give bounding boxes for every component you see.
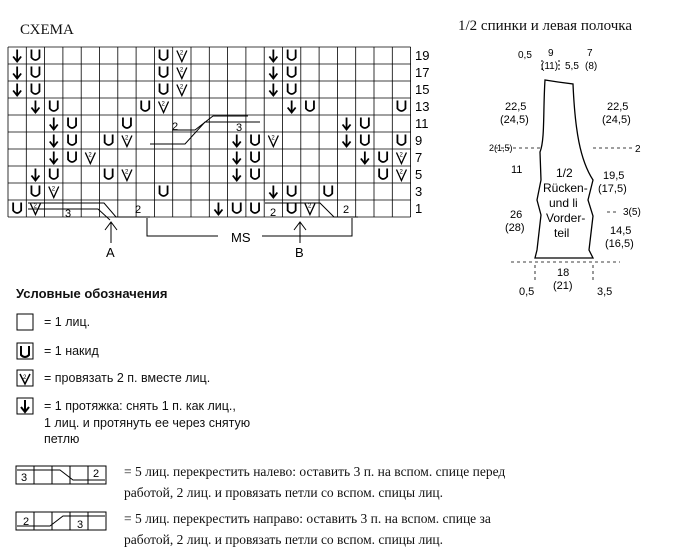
decrease-symbol — [13, 84, 21, 96]
svg-text:3: 3 — [77, 519, 84, 531]
garment-schematic — [485, 40, 665, 302]
dim-left-upper-0: 22,5 — [505, 101, 527, 113]
svg-text:2: 2 — [307, 203, 312, 210]
k2tog-symbol — [85, 153, 95, 164]
dim-bottom-0: 0,5 — [519, 286, 535, 298]
yo-symbol — [160, 50, 168, 61]
yo-symbol — [324, 186, 332, 197]
yo-symbol — [123, 118, 131, 129]
dim-right-side-1: (17,5) — [598, 183, 627, 195]
k2tog-symbol — [122, 136, 132, 147]
decrease-symbol — [214, 203, 222, 215]
row-number: 1 — [415, 201, 423, 216]
row-number: 3 — [415, 184, 423, 199]
legend-icons — [16, 312, 36, 424]
yo-symbol — [251, 203, 259, 214]
marker-ms: MS — [231, 230, 251, 245]
dim-top-0: 0,5 — [518, 50, 532, 61]
svg-text:2: 2 — [179, 84, 184, 91]
yo-symbol — [160, 67, 168, 78]
svg-text:3: 3 — [21, 472, 28, 484]
legend-decrease-3: петлю — [44, 432, 80, 446]
yo-symbol — [68, 152, 76, 163]
cross-label-2c: 2 — [270, 207, 277, 219]
yo-symbol — [50, 101, 58, 112]
k2tog-symbol — [268, 136, 278, 147]
row-number: 13 — [415, 99, 430, 114]
decrease-symbol — [361, 152, 369, 164]
k2tog-symbol — [177, 51, 187, 62]
yo-symbol — [306, 101, 314, 112]
decrease-symbol — [13, 67, 21, 79]
legend-decrease: = 1 протяжка: снять 1 п. как лиц., — [44, 399, 236, 413]
svg-text:2: 2 — [161, 101, 165, 108]
yo-symbol — [397, 135, 405, 146]
legend-cross-icons — [15, 462, 110, 547]
svg-text:2: 2 — [33, 203, 37, 210]
decrease-symbol — [233, 169, 241, 181]
yo-symbol — [31, 67, 39, 78]
dim-right-three: 3(5) — [623, 207, 641, 218]
yo-symbol — [251, 169, 259, 180]
dim-bottom-3: 3,5 — [597, 286, 613, 298]
decrease-symbol — [50, 152, 58, 164]
legend-cross-left-2: работой, 2 лиц. и провязать петли со вспом. спицы лиц. — [124, 485, 444, 500]
dim-left-mid: 2(1,5) — [489, 143, 513, 153]
legend-cross-right-2: работой, 2 лиц. и провязать петли со вспом. спицы лиц. — [124, 532, 444, 547]
dim-right-mid: 2 — [635, 144, 641, 155]
yo-symbol — [68, 135, 76, 146]
row-number: 17 — [415, 65, 430, 80]
k2tog-symbol — [177, 68, 187, 79]
yo-symbol — [50, 169, 58, 180]
legend-heading: Условные обозначения — [16, 286, 168, 301]
yo-symbol — [105, 135, 113, 146]
yo-symbol — [105, 169, 113, 180]
svg-text:2: 2 — [23, 516, 30, 528]
svg-text:2: 2 — [179, 67, 184, 74]
row-number: 9 — [415, 133, 423, 148]
svg-text:2: 2 — [399, 169, 403, 176]
row-number: 11 — [415, 116, 429, 131]
svg-text:2: 2 — [399, 152, 403, 159]
dim-top-4: 7 — [587, 48, 593, 59]
row-number: 19 — [415, 48, 430, 63]
yo-symbol — [288, 186, 296, 197]
dim-left-lower-0: 26 — [510, 209, 523, 221]
dim-bottom-2: (21) — [553, 280, 573, 292]
svg-text:2: 2 — [93, 468, 100, 480]
decrease-symbol — [269, 84, 277, 96]
yo-symbol — [397, 101, 405, 112]
cross-label-2b: 2 — [172, 121, 179, 133]
yo-symbol — [68, 118, 76, 129]
dim-right-lower-1: (16,5) — [605, 238, 634, 250]
cross-label-3: 3 — [65, 208, 72, 220]
cross-label-3b: 3 — [236, 122, 243, 134]
dim-right-upper-0: 22,5 — [607, 101, 629, 113]
decrease-symbol — [50, 118, 58, 130]
cross-right-icon — [16, 512, 106, 530]
decrease-symbol — [343, 118, 351, 130]
yo-icon — [17, 343, 33, 359]
svg-text:2: 2 — [179, 50, 184, 57]
yo-symbol — [361, 118, 369, 129]
dim-right-upper-1: (24,5) — [602, 114, 631, 126]
k2tog-symbol — [305, 204, 315, 215]
yo-symbol — [379, 152, 387, 163]
decrease-symbol — [269, 67, 277, 79]
k2tog-symbol — [396, 153, 406, 164]
svg-text:2: 2 — [51, 186, 56, 193]
yo-symbol — [288, 50, 296, 61]
dim-top-1: 9 — [548, 48, 554, 59]
row-numbers — [415, 48, 429, 216]
yo-symbol — [288, 203, 296, 214]
dim-left-eleven: 11 — [511, 164, 523, 176]
dim-right-lower-0: 14,5 — [610, 225, 632, 237]
decrease-symbol — [31, 169, 39, 181]
cross-label-2: 2 — [135, 204, 142, 216]
k2tog-symbol — [396, 170, 406, 181]
k2tog-symbol — [122, 170, 132, 181]
decrease-symbol — [31, 101, 39, 113]
decrease-symbol — [233, 152, 241, 164]
yo-symbol — [288, 84, 296, 95]
yo-symbol — [288, 67, 296, 78]
chart-grid — [8, 47, 411, 217]
svg-text:teil: teil — [554, 226, 570, 240]
decrease-symbol — [288, 101, 296, 113]
k2tog-icon — [17, 370, 33, 386]
svg-text:2: 2 — [23, 375, 27, 381]
legend-cross-right-1: = 5 лиц. перекрестить направо: оставить 3 п. на вспом. спице за — [124, 511, 491, 526]
svg-text:2: 2 — [124, 169, 129, 176]
yo-symbol — [361, 135, 369, 146]
legend-cross-left-1: = 5 лиц. перекрестить налево: оставить 3 п. на вспом. спице перед — [124, 464, 506, 479]
svg-text:Vorder-: Vorder- — [546, 211, 586, 225]
decrease-symbol — [269, 186, 277, 198]
svg-text:2: 2 — [124, 135, 129, 142]
k2tog-symbol — [159, 102, 169, 113]
svg-text:Rücken-: Rücken- — [543, 181, 588, 195]
decrease-symbol — [13, 50, 21, 62]
k2tog-symbol — [49, 187, 59, 198]
yo-symbol — [31, 84, 39, 95]
yo-symbol — [233, 203, 241, 214]
cross-label-2d: 2 — [343, 204, 350, 216]
yo-symbol — [251, 152, 259, 163]
yo-symbol — [31, 50, 39, 61]
schematic-inner-label — [543, 166, 588, 240]
svg-text:2: 2 — [88, 152, 92, 159]
dim-right-side-0: 19,5 — [603, 170, 625, 182]
dim-left-upper-1: (24,5) — [500, 114, 529, 126]
svg-text:und li: und li — [549, 196, 578, 210]
dim-left-lower-1: (28) — [505, 222, 525, 234]
dim-bottom-1: 18 — [557, 267, 570, 279]
legend-decrease-2: 1 лиц. и протянуть ее через снятую — [44, 416, 251, 430]
marker-lines — [105, 218, 352, 243]
row-number: 7 — [415, 150, 423, 165]
legend-knit: = 1 лиц. — [44, 315, 91, 329]
knitting-chart — [0, 0, 440, 270]
decrease-icon — [17, 398, 33, 414]
dim-top-2: (11) — [541, 61, 559, 72]
decrease-symbol — [269, 50, 277, 62]
yo-symbol — [379, 169, 387, 180]
row-number: 5 — [415, 167, 423, 182]
yo-symbol — [251, 135, 259, 146]
yo-symbol — [160, 84, 168, 95]
marker-a: A — [106, 245, 115, 260]
row-number: 15 — [415, 82, 430, 97]
decrease-symbol — [343, 135, 351, 147]
svg-text:1/2: 1/2 — [556, 166, 573, 180]
decrease-symbol — [50, 135, 58, 147]
yo-symbol — [141, 101, 149, 112]
k2tog-symbol — [177, 85, 187, 96]
legend-yo: = 1 накид — [44, 344, 99, 358]
schematic-title: 1/2 спинки и левая полочка — [458, 18, 633, 34]
marker-b: B — [295, 245, 304, 260]
yo-symbol — [31, 186, 39, 197]
yo-symbol — [160, 186, 168, 197]
yo-symbol — [13, 203, 21, 214]
dim-top-3: 5,5 — [565, 61, 579, 72]
decrease-symbol — [233, 135, 241, 147]
legend-k2tog: = провязать 2 п. вместе лиц. — [44, 371, 211, 385]
dim-top-5: (8) — [585, 61, 598, 72]
chart-title: СХЕМА — [20, 22, 74, 38]
svg-text:2: 2 — [271, 135, 275, 142]
